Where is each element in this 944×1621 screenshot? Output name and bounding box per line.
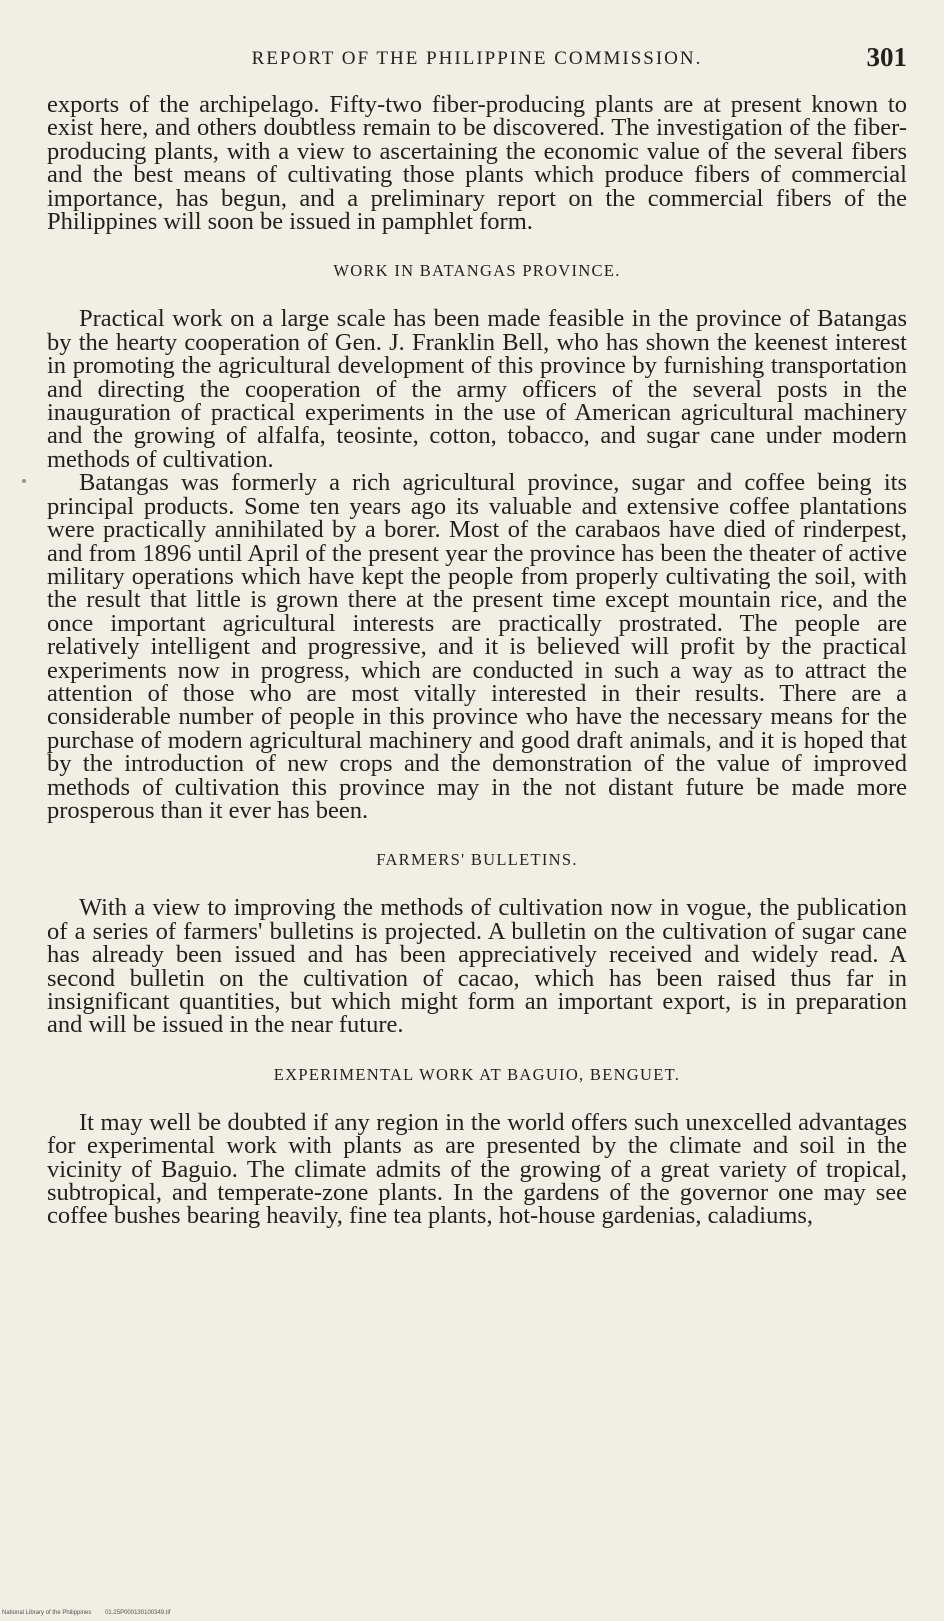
paragraph-continued: exports of the archipelago. Fifty-two fiber-producing plants are at present known to exist here, and others doubtless remain to be discovered. The investigation of the fiber-producing plants, with a view to ascertaining the economic value of the several fibers and the best means of cultivating those plants which produce fibers of commercial importance, has begun, and a preliminary report on the commercial fibers of the Philippines will soon be issued in pamphlet form. bbox=[47, 91, 907, 236]
paragraph-batangas-2: Batangas was formerly a rich agricultural province, sugar and coffee being its principal products. Some ten years ago its valuable and extensive coffee plantations were practically annihilated by a borer. Most of the carabaos have died of rinderpest, and from 1896 until April of the present year the province has been the theater of active military operations which have kept the people from properly cultivating the soil, with the result that little is grown there at the present time except mountain rice, and the once important agricultural interests are practically prostrated. The people are relatively intelligent and progressive, and it is believed will profit by the practical experiments now in progress, which are conducted in such a way as to attract the attention of those who are most vitally interested in their results. There are a considerable number of people in this province who have the necessary means for the purchase of modern agricultural machinery and good draft animals, and it is hoped that by the introduction of new crops and the demonstration of the value of improved methods of cultivation this province may in the not distant future be made more prosperous than it ever has been. bbox=[47, 469, 907, 824]
body-text bbox=[47, 93, 907, 1228]
paragraph-bulletins: With a view to improving the methods of cultivation now in vogue, the publication of a series of farmers' bulletins is projected. A bulletin on the cultivation of sugar cane has already been issued and has been appreciatively received and widely read. A second bulletin on the cultivation of cacao, which has been raised thus far in insignificant quantities, but which might form an important export, is in preparation and will be issued in the near future. bbox=[47, 894, 907, 1039]
section-heading-bulletins: FARMERS' BULLETINS. bbox=[376, 850, 578, 870]
file-id: 01.25P000130100349.tif bbox=[105, 1610, 171, 1616]
page-number: 301 bbox=[866, 42, 907, 72]
running-title: REPORT OF THE PHILIPPINE COMMISSION. bbox=[251, 48, 703, 69]
section-heading-batangas: WORK IN BATANGAS PROVINCE. bbox=[333, 261, 621, 281]
margin-speck bbox=[22, 479, 26, 483]
library-name: National Library of the Philippines bbox=[2, 1610, 92, 1616]
paragraph-batangas-1: Practical work on a large scale has been made feasible in the province of Batangas by the hearty cooperation of Gen. J. Franklin Bell, who has shown the keenest interest in promoting the agricultural development of this province by furnishing transportation and directing the cooperation of the army officers of the several posts in the inauguration of practical experiments in the use of American agricultural machinery and the growing of alfalfa, teosinte, cotton, tobacco, and sugar cane under modern methods of cultivation. bbox=[47, 305, 907, 473]
paragraph-baguio: It may well be doubted if any region in the world offers such unexcelled advantages for experimental work with plants as are presented by the climate and soil in the vicinity of Baguio. The climate admits of the growing of a great variety of tropical, subtropical, and temperate-zone plants. In the gardens of the governor one may see coffee bushes bearing heavily, fine tea plants, hot-house gardenias, caladiums, bbox=[47, 1108, 907, 1230]
section-heading-baguio: EXPERIMENTAL WORK AT BAGUIO, BENGUET. bbox=[273, 1064, 681, 1084]
running-header bbox=[47, 42, 907, 76]
scan-imprint bbox=[2, 1610, 170, 1616]
